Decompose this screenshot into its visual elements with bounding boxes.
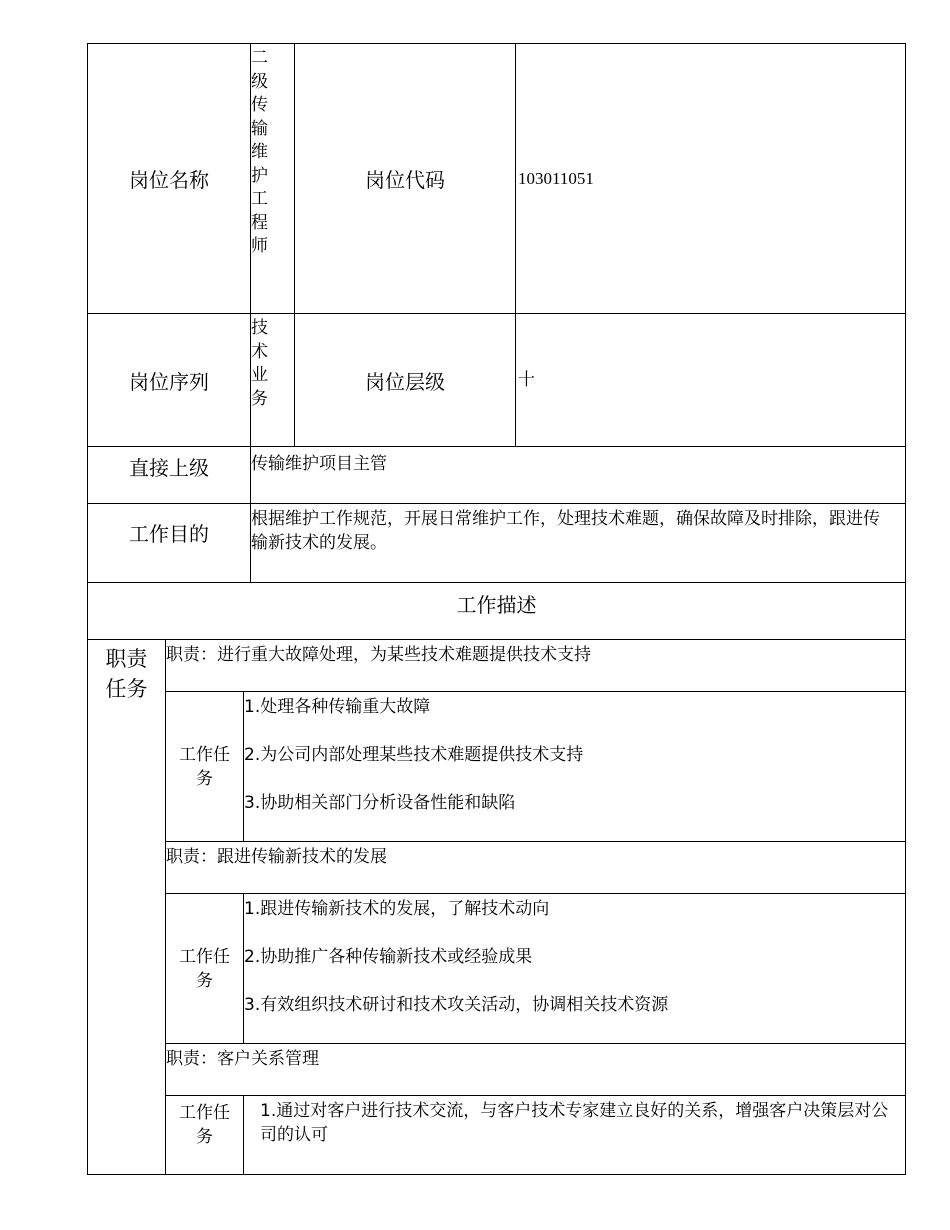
purpose-label — [87, 503, 251, 583]
post-code-label — [294, 43, 516, 314]
job-description-table — [88, 44, 907, 1176]
task-item: 3.协助相关部门分析设备性能和缺陷 — [244, 793, 516, 813]
task-item: 1.通过对客户进行技术交流，与客户技术专家建立良好的关系，增强客户决策层对公司的认可 — [260, 1101, 889, 1145]
post-level-label — [294, 313, 516, 447]
post-code-value-text: 103011051 — [518, 168, 594, 188]
superior-label-text: 直接上级 — [129, 456, 209, 480]
duty-row — [165, 841, 906, 894]
task-list — [243, 893, 906, 1044]
post-name-label — [87, 43, 251, 314]
post-series-label — [87, 313, 251, 447]
task-label-text: 工作任务 — [179, 946, 230, 991]
duty-row — [165, 639, 906, 692]
responsibility-label-text: 职责任务 — [105, 647, 148, 701]
post-series-value — [250, 313, 295, 447]
duty-text: 职责：进行重大故障处理，为某些技术难题提供技术支持 — [166, 645, 591, 665]
post-name-value-text: 二级传输维护工程师 — [251, 48, 268, 256]
task-label-text: 工作任务 — [179, 1103, 230, 1147]
task-list — [243, 691, 906, 842]
task-label — [165, 1095, 244, 1175]
task-item: 3.有效组织技术研讨和技术攻关活动，协调相关技术资源 — [244, 995, 669, 1015]
post-series-value-text: 技术业务 — [251, 318, 268, 409]
duty-text: 职责：客户关系管理 — [166, 1049, 319, 1069]
task-label-text: 工作任务 — [179, 744, 230, 789]
post-name-label-text: 岗位名称 — [129, 168, 209, 192]
post-code-label-text: 岗位代码 — [365, 168, 445, 192]
work-description-title — [87, 582, 906, 640]
task-item: 1.跟进传输新技术的发展，了解技术动向 — [244, 899, 550, 919]
task-label — [165, 893, 244, 1044]
post-level-label-text: 岗位层级 — [365, 369, 445, 394]
superior-value-text: 传输维护项目主管 — [251, 454, 387, 474]
post-series-label-text: 岗位序列 — [129, 369, 209, 394]
purpose-value-text: 根据维护工作规范，开展日常维护工作，处理技术难题，确保故障及时排除，跟进传输新技术的发展。 — [251, 509, 880, 553]
superior-value — [250, 446, 906, 504]
superior-label — [87, 446, 251, 504]
work-description-title-text: 工作描述 — [456, 593, 537, 617]
task-list — [243, 1095, 906, 1175]
post-level-value-text: 十 — [518, 370, 535, 390]
task-item: 2.为公司内部处理某些技术难题提供技术支持 — [244, 745, 584, 765]
post-name-value — [250, 43, 295, 314]
post-level-value — [515, 313, 906, 447]
responsibility-label — [87, 639, 166, 1175]
task-label — [165, 691, 244, 842]
duty-row — [165, 1043, 906, 1096]
task-item: 1.处理各种传输重大故障 — [244, 697, 431, 717]
purpose-label-text: 工作目的 — [129, 522, 209, 546]
task-item: 2.协助推广各种传输新技术或经验成果 — [244, 947, 533, 967]
duty-text: 职责：跟进传输新技术的发展 — [166, 847, 387, 867]
post-code-value — [515, 43, 906, 314]
purpose-value — [250, 503, 906, 583]
